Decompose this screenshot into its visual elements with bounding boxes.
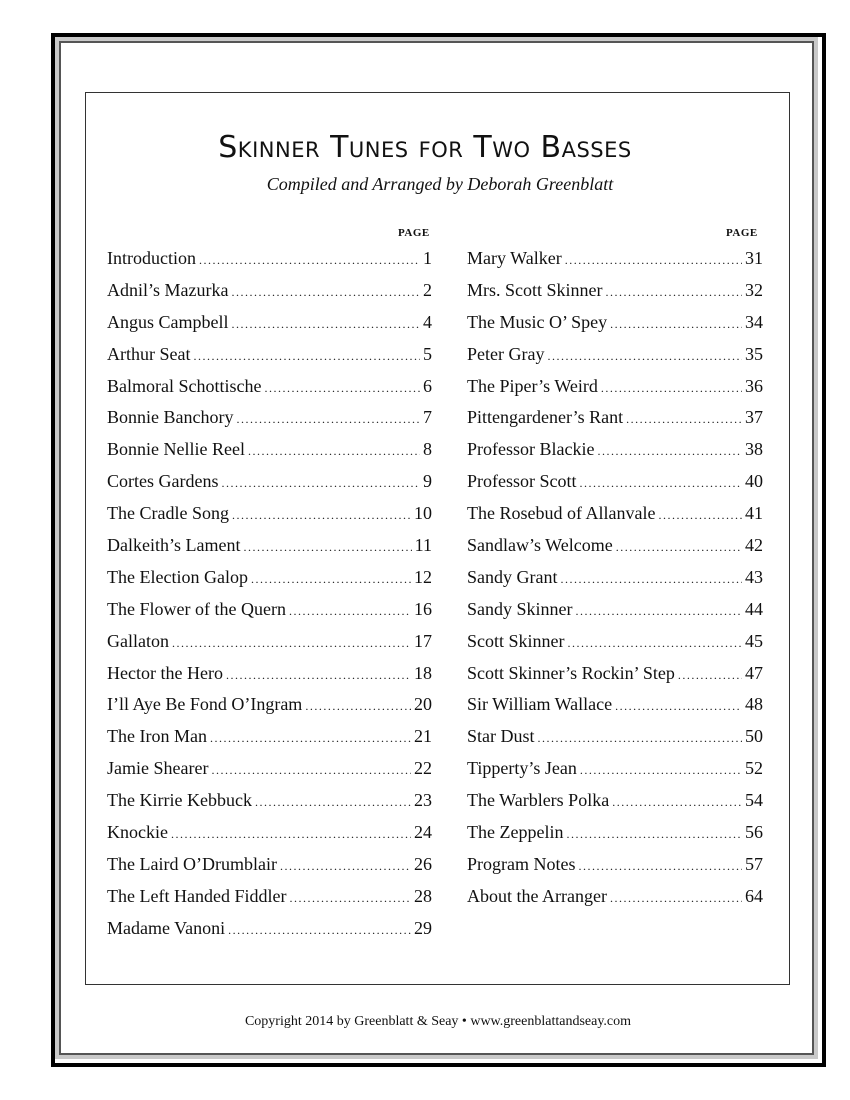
dot-leader: [568, 636, 743, 651]
toc-entry: [467, 439, 763, 471]
toc-entry-title: The Music O’ Spey: [467, 311, 608, 332]
toc-entry: [107, 567, 432, 599]
toc-entry-page: 52: [745, 758, 763, 779]
toc-entry-title: Program Notes: [467, 853, 576, 874]
toc-entry-page: 37: [745, 407, 763, 428]
toc-entry-page: 31: [745, 248, 763, 268]
dot-leader: [658, 508, 742, 523]
toc-entry: [467, 312, 763, 344]
toc-entry-page: 45: [745, 630, 763, 651]
toc-entry-page: 2: [423, 279, 432, 300]
dot-leader: [612, 795, 742, 810]
toc-entry-title: The Kirrie Kebbuck: [107, 790, 252, 811]
toc-entry-title: Angus Campbell: [107, 311, 229, 332]
toc-entry-page: 12: [414, 566, 432, 587]
dot-leader: [678, 668, 742, 683]
toc-entry-page: 48: [745, 694, 763, 715]
toc-entry: [467, 248, 763, 280]
toc-entry-page: 1: [423, 248, 432, 268]
toc-entry: [107, 663, 432, 695]
toc-entry-page: 10: [414, 503, 432, 524]
toc-entry: [467, 471, 763, 503]
toc-entry-title: The Iron Man: [107, 726, 207, 747]
toc-entry-title: Madame Vanoni: [107, 917, 226, 938]
toc-entry-page: 47: [745, 662, 763, 683]
toc-entry-page: 42: [745, 535, 763, 556]
dot-leader: [578, 859, 742, 874]
toc-entry-page: 20: [414, 694, 432, 715]
dot-leader: [626, 412, 742, 427]
dot-leader: [538, 731, 743, 746]
toc-entry-title: Jamie Shearer: [107, 758, 209, 779]
toc-entry-title: Arthur Seat: [107, 343, 191, 364]
toc-entry-title: Hector the Hero: [107, 662, 223, 683]
dot-leader: [236, 412, 420, 427]
toc-entry: [107, 312, 432, 344]
toc-entry: [467, 790, 763, 822]
toc-entry-page: 8: [423, 439, 432, 460]
toc-entry-title: The Election Galop: [107, 566, 248, 587]
dot-leader: [305, 699, 411, 714]
toc-entry-title: I’ll Aye Be Fond O’Ingram: [107, 694, 303, 715]
toc-entry-page: 17: [414, 630, 432, 651]
toc-entry-title: The Left Handed Fiddler: [107, 885, 287, 906]
toc-entry-page: 40: [745, 471, 763, 492]
toc-entry: [467, 280, 763, 312]
toc-entry-page: 50: [745, 726, 763, 747]
toc-entry-title: Cortes Gardens: [107, 471, 219, 492]
toc-entry-page: 4: [423, 311, 432, 332]
toc-entry: [467, 822, 763, 854]
toc-entry-page: 34: [745, 311, 763, 332]
toc-entry-title: Dalkeith’s Lament: [107, 535, 241, 556]
dot-leader: [547, 349, 742, 364]
left-toc-column: [107, 248, 432, 950]
toc-entry: [107, 918, 432, 950]
toc-entry: [467, 886, 763, 918]
toc-entry-title: The Warblers Polka: [467, 790, 610, 811]
toc-entry-page: 21: [414, 726, 432, 747]
toc-entry: [107, 535, 432, 567]
toc-entry: [467, 854, 763, 886]
dot-leader: [193, 349, 420, 364]
dot-leader: [231, 285, 420, 300]
toc-entry-title: Sandy Skinner: [467, 598, 573, 619]
toc-entry: [467, 694, 763, 726]
toc-entry: [107, 344, 432, 376]
toc-entry: [107, 726, 432, 758]
toc-entry-title: Bonnie Banchory: [107, 407, 234, 428]
toc-entry-title: Scott Skinner’s Rockin’ Step: [467, 662, 675, 683]
toc-entry: [107, 439, 432, 471]
dot-leader: [580, 763, 742, 778]
toc-entry-page: 7: [423, 407, 432, 428]
toc-entry-title: Pittengardener’s Rant: [467, 407, 624, 428]
toc-entry-page: 29: [414, 917, 432, 938]
document-subtitle: Compiled and Arranged by Deborah Greenblatt: [266, 174, 614, 194]
toc-entry-page: 28: [414, 885, 432, 906]
document-title: Skinner Tunes for Two Basses: [218, 130, 632, 165]
toc-entry-page: 26: [414, 853, 432, 874]
toc-entry-page: 23: [414, 790, 432, 811]
toc-entry-page: 43: [745, 566, 763, 587]
toc-entry-title: Gallaton: [107, 630, 169, 651]
dot-leader: [211, 763, 411, 778]
dot-leader: [580, 476, 743, 491]
toc-entry: [107, 822, 432, 854]
toc-entry-title: Scott Skinner: [467, 630, 565, 651]
dot-leader: [565, 253, 742, 268]
toc-entry-page: 54: [745, 790, 763, 811]
toc-entry-page: 18: [414, 662, 432, 683]
toc-entry: [107, 280, 432, 312]
toc-entry-title: Peter Gray: [467, 343, 545, 364]
toc-entry: [107, 790, 432, 822]
dot-leader: [289, 891, 411, 906]
toc-entry-page: 36: [745, 375, 763, 396]
toc-entry-title: Sir William Wallace: [467, 694, 613, 715]
toc-entry-title: Adnil’s Mazurka: [107, 279, 229, 300]
dot-leader: [199, 253, 420, 268]
dot-leader: [221, 476, 420, 491]
dot-leader: [560, 572, 742, 587]
toc-entry: [467, 599, 763, 631]
toc-entry: [107, 631, 432, 663]
dot-leader: [210, 731, 411, 746]
toc-entry-page: 11: [414, 535, 432, 556]
toc-entry-title: Introduction: [107, 248, 196, 268]
toc-entry-page: 35: [745, 343, 763, 364]
dot-leader: [243, 540, 411, 555]
toc-entry: [467, 535, 763, 567]
toc-entry: [467, 567, 763, 599]
toc-entry: [107, 248, 432, 280]
dot-leader: [251, 572, 411, 587]
dot-leader: [615, 699, 742, 714]
dot-leader: [232, 508, 411, 523]
toc-entry-title: The Piper’s Weird: [467, 375, 598, 396]
toc-entry-page: 22: [414, 758, 432, 779]
toc-entry: [467, 726, 763, 758]
toc-entry: [467, 631, 763, 663]
toc-entry-title: Balmoral Schottische: [107, 375, 262, 396]
dot-leader: [576, 604, 743, 619]
dot-leader: [597, 444, 742, 459]
toc-entry: [467, 663, 763, 695]
toc-entry-page: 32: [745, 279, 763, 300]
toc-entry-title: Knockie: [107, 822, 168, 843]
toc-entry-page: 9: [423, 471, 432, 492]
toc-entry-page: 6: [423, 375, 432, 396]
toc-entry-title: Star Dust: [467, 726, 535, 747]
dot-leader: [171, 827, 411, 842]
toc-entry-title: About the Arranger: [467, 885, 607, 906]
dot-leader: [289, 604, 411, 619]
dot-leader: [255, 795, 411, 810]
dot-leader: [280, 859, 411, 874]
right-page-header: PAGE: [726, 227, 758, 239]
toc-entry-title: Sandlaw’s Welcome: [467, 535, 613, 556]
dot-leader: [226, 668, 411, 683]
toc-entry-page: 56: [745, 822, 763, 843]
toc-entry-page: 38: [745, 439, 763, 460]
dot-leader: [566, 827, 742, 842]
toc-entry: [107, 854, 432, 886]
copyright-notice: Copyright 2014 by Greenblatt & Seay • www.greenblattandseay.com: [244, 1014, 632, 1029]
toc-entry: [107, 407, 432, 439]
toc-entry-page: 64: [745, 885, 763, 906]
toc-entry: [107, 376, 432, 408]
dot-leader: [232, 317, 421, 332]
toc-entry-title: The Flower of the Quern: [107, 598, 286, 619]
toc-entry: [107, 758, 432, 790]
toc-entry: [107, 694, 432, 726]
toc-entry: [107, 886, 432, 918]
toc-entry-title: The Zeppelin: [467, 822, 564, 843]
toc-entry: [467, 758, 763, 790]
dot-leader: [264, 381, 420, 396]
dot-leader: [172, 636, 411, 651]
toc-entry-title: Sandy Grant: [467, 566, 558, 587]
toc-entry-page: 44: [745, 598, 763, 619]
toc-entry: [467, 407, 763, 439]
dot-leader: [610, 317, 742, 332]
right-toc-column: [467, 248, 763, 918]
toc-entry-title: Professor Blackie: [467, 439, 595, 460]
toc-entry-page: 5: [423, 343, 432, 364]
toc-entry-title: Mary Walker: [467, 248, 562, 268]
left-page-header: PAGE: [398, 227, 430, 239]
toc-entry: [107, 503, 432, 535]
toc-entry: [467, 344, 763, 376]
toc-entry: [467, 376, 763, 408]
dot-leader: [228, 923, 411, 938]
toc-entry: [107, 599, 432, 631]
dot-leader: [248, 444, 420, 459]
toc-entry-title: Tipperty’s Jean: [467, 758, 577, 779]
toc-entry-page: 24: [414, 822, 432, 843]
toc-entry-title: The Laird O’Drumblair: [107, 853, 277, 874]
toc-entry: [107, 471, 432, 503]
toc-entry-page: 16: [414, 598, 432, 619]
toc-entry-title: Mrs. Scott Skinner: [467, 279, 603, 300]
dot-leader: [616, 540, 742, 555]
toc-entry-title: Bonnie Nellie Reel: [107, 439, 245, 460]
toc-entry-page: 57: [745, 853, 763, 874]
dot-leader: [601, 381, 742, 396]
toc-entry-page: 41: [745, 503, 763, 524]
toc-entry: [467, 503, 763, 535]
toc-entry-title: Professor Scott: [467, 471, 577, 492]
toc-entry-title: The Cradle Song: [107, 503, 229, 524]
toc-entry-title: The Rosebud of Allanvale: [467, 503, 656, 524]
dot-leader: [610, 891, 742, 906]
dot-leader: [606, 285, 742, 300]
